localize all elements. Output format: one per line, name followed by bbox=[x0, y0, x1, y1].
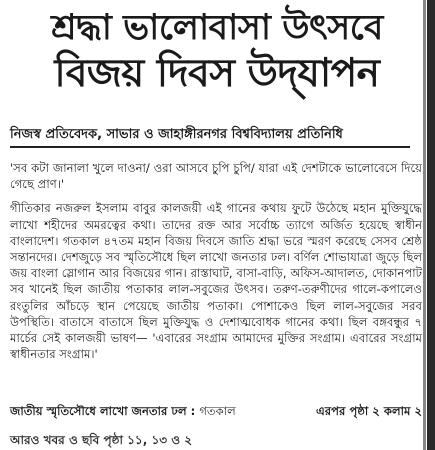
continuation-note: এরপর পৃষ্ঠা ২ কলাম ২ bbox=[315, 404, 422, 418]
headline-line-1: শ্রদ্ধা ভালোবাসা উৎসবে bbox=[51, 7, 383, 48]
byline: নিজস্ব প্রতিবেদক, সাভার ও জাহাঙ্গীরনগর বিশ্ববিদ্যালয় প্রতিনিধি bbox=[10, 127, 343, 142]
bottom-cut-text: আরও খবর ও ছবি পৃষ্ঠা ১১, ১৩ ও ২ bbox=[10, 433, 193, 447]
headline bbox=[6, 7, 428, 96]
article-paragraph: গীতিকার নজরুল ইসলাম বাবুর কালজয়ী এই গানের কথায় ফুটে উঠেছে মহান মুক্তিযুদ্ধে লাখো শহীদের অমরত্বের কথা। তাদের রক্ত আর সর্বোচ্চ ত্যাগে অর্জিত হয়েছে স্বাধীন বাংলাদেশ। গতকাল ৪৭তম মহান বিজয় দিবসে জাতি শ্রদ্ধা ভরে স্মরণ করেছে সেসব শ্রেষ্ঠ সন্তানদের। দেশজুড়ে সব স্মৃতিসৌধে ছিল লাখো জনতার ঢল। বর্ণিল শোভাযাত্রা জুড়ে ছিল জয় বাংলা স্লোগান আর বিজয়ের গান। রাস্তাঘাট, বাসা-বাড়ি, অফিস-আদালত, দোকানপাট সব খানেই ছিল জাতীয় পতাকার লাল-সবুজের উৎসব। তরুণ-তরুণীদের গালে-কপালেও রংতুলির আঁচড়ে স্থান পেয়েছে জাতীয় পতাকা। পোশাকেও ছিল লাল-সবুজের সরব উপস্থিতি। বাতাসে বাতাসে ছিল মুক্তিযুদ্ধ ও দেশাত্মবোধক গানের কথা। ছিল বঙ্গবন্ধুর ৭ মার্চের সেই কালজয়ী ভাষণ— 'এবারের সংগ্রাম আমাদের মুক্তির সংগ্রাম। এবারের সংগ্রাম স্বাধীনতার সংগ্রাম।' bbox=[10, 201, 422, 362]
page-edge bbox=[427, 0, 435, 450]
headline-line-2: বিজয় দিবস উদ্‌যাপন bbox=[54, 49, 380, 96]
footer-line bbox=[10, 403, 422, 422]
caption-group bbox=[10, 403, 236, 422]
caption-source: গতকাল bbox=[199, 404, 236, 418]
article-body bbox=[10, 160, 422, 362]
lead-quote: 'সব কটা জানালা খুলে দাওনা/ ওরা আসবে চুপি চুপি/ যারা এই দেশটাকে ভালোবেসে দিয়ে গেছে প্রাণ।' bbox=[10, 161, 422, 192]
caption-text: জাতীয় স্মৃতিসৌধে লাখো জনতার ঢল : bbox=[10, 404, 196, 418]
byline-rule bbox=[10, 146, 410, 148]
